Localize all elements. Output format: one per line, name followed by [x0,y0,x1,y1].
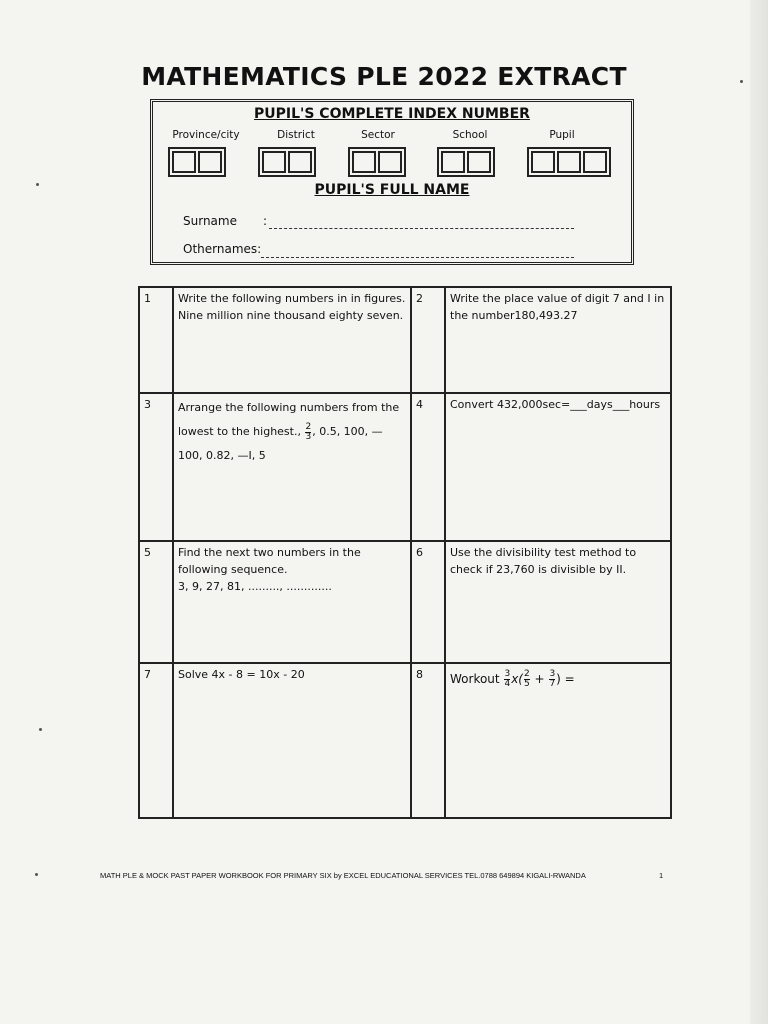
question-number: 7 [139,663,173,818]
label-district: District [277,129,315,141]
question-text: Solve 4x - 8 = 10x - 20 [173,663,411,818]
fraction-denominator: 7 [549,679,556,689]
page-title: MATHEMATICS PLE 2022 EXTRACT [141,62,627,91]
scan-speck [36,183,39,186]
index-cell[interactable] [441,151,465,173]
table-row [139,393,671,541]
fraction [504,670,510,689]
page-edge-shadow [750,0,768,1024]
scan-speck [39,728,42,731]
fraction-denominator: 3 [305,431,312,442]
question-number: 1 [139,287,173,393]
sector-cells [348,147,406,177]
fraction-numerator: 3 [549,669,556,679]
index-cell[interactable] [288,151,312,173]
fraction-numerator: 3 [504,669,511,679]
fraction [305,423,311,442]
math-symbol: ) = [556,672,575,686]
question-cell [173,541,411,663]
surname-line[interactable] [269,228,574,229]
question-text: Find the next two numbers in the following sequence. [178,546,361,576]
questions-table [138,286,672,819]
question-number: 3 [139,393,173,541]
question-number: 8 [411,663,445,818]
fraction-numerator: 2 [523,669,530,679]
index-cell[interactable] [467,151,491,173]
othernames-line[interactable] [261,257,574,258]
label-sector: Sector [361,129,395,141]
fraction-denominator: 4 [504,679,511,689]
math-symbol: x( [511,672,523,686]
table-row [139,663,671,818]
question-text: Write the following numbers in in figures. Nine million nine thousand eighty seven. [173,287,411,393]
question-cell [173,393,411,541]
question-number: 2 [411,287,445,393]
index-cell[interactable] [378,151,402,173]
index-cell[interactable] [172,151,196,173]
index-cell[interactable] [583,151,607,173]
index-cell[interactable] [531,151,555,173]
fraction [524,670,530,689]
fraction-numerator: 2 [305,421,312,432]
question-text: Write the place value of digit 7 and I in the number180,493.27 [445,287,671,393]
scan-speck [35,873,38,876]
index-cell[interactable] [198,151,222,173]
label-pupil: Pupil [549,129,575,141]
question-cell [445,663,671,818]
index-cell[interactable] [352,151,376,173]
district-cells [258,147,316,177]
surname-colon: : [263,214,268,228]
index-number-heading: PUPIL'S COMPLETE INDEX NUMBER [254,106,530,122]
surname-label: Surname [183,214,237,228]
question-number: 4 [411,393,445,541]
question-text: Workout [450,672,500,686]
math-symbol: + [534,672,545,686]
footer-text: MATH PLE & MOCK PAST PAPER WORKBOOK FOR PRIMARY SIX by EXCEL EDUCATIONAL SERVICES TEL.0788 649894 KIGALI-RWANDA [100,871,586,880]
othernames-label: Othernames: [183,242,262,256]
fraction-denominator: 5 [523,679,530,689]
index-cell[interactable] [557,151,581,173]
school-cells [437,147,495,177]
table-row [139,541,671,663]
question-text: Convert 432,000sec=___days___hours [445,393,671,541]
question-number: 6 [411,541,445,663]
sequence-text: 3, 9, 27, 81, ........., ............. [178,580,332,593]
index-cell[interactable] [262,151,286,173]
index-number-box [150,99,634,265]
table-row [139,287,671,393]
label-school: School [452,129,488,141]
question-text: Arrange the following numbers from the lowest to the highest., [178,401,400,438]
question-text: Use the divisibility test method to check if 23,760 is divisible by II. [445,541,671,663]
label-province: Province/city [172,129,240,141]
fraction [549,670,555,689]
full-name-heading: PUPIL'S FULL NAME [314,182,470,198]
page-number: 1 [659,871,664,880]
question-text: , 0.5, 100, —100, 0.82, —I, 5 [178,425,383,462]
scan-speck [740,80,743,83]
pupil-cells [527,147,611,177]
question-number: 5 [139,541,173,663]
province-cells [168,147,226,177]
